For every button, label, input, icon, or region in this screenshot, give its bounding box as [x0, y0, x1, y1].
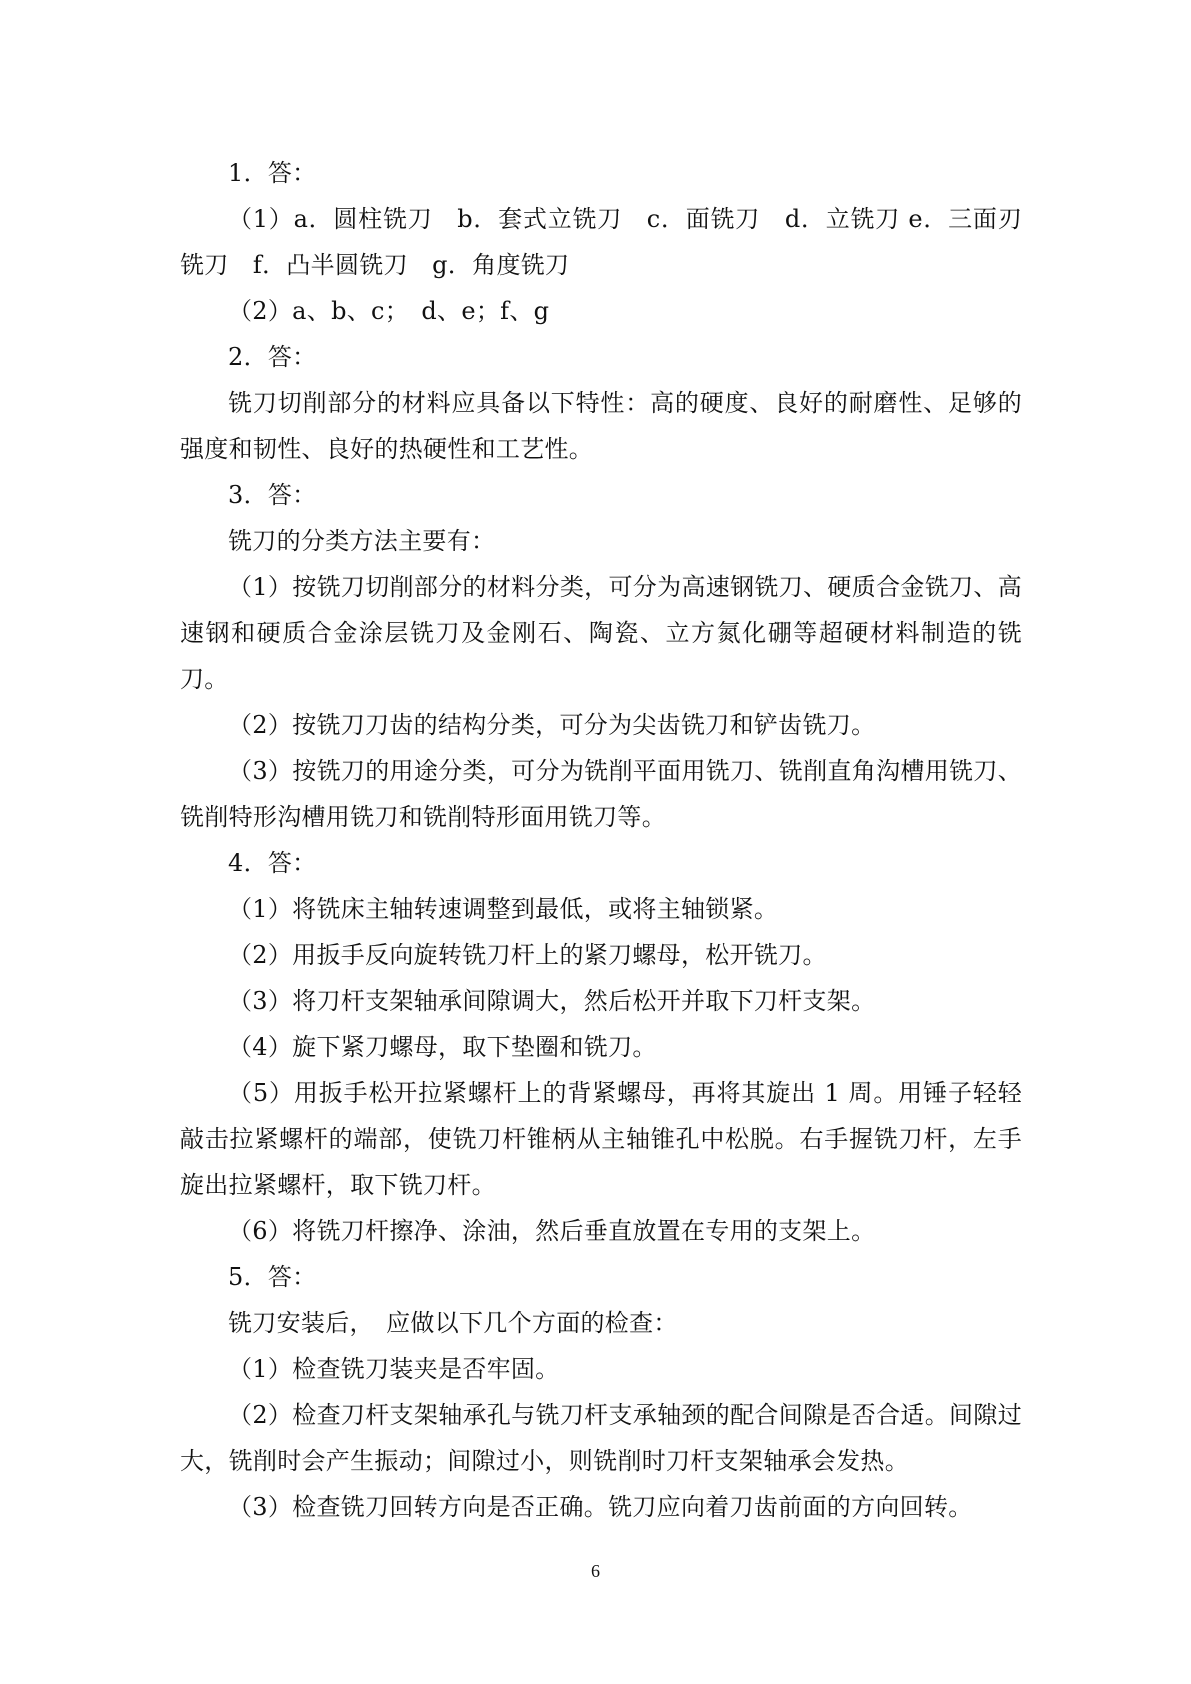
answer-5-check-1: （1）检查铣刀装夹是否牢固。: [228, 1355, 560, 1383]
answer-1-heading: 1．答：: [228, 159, 317, 187]
answer-5-check-3: （3）检查铣刀回转方向是否正确。铣刀应向着刀齿前面的方向回转。: [228, 1493, 973, 1521]
page-body: [180, 150, 1022, 1530]
answer-2-heading: 2．答：: [228, 343, 317, 371]
answer-3-heading: 3．答：: [228, 481, 317, 509]
page-number: 6: [591, 1561, 600, 1581]
answer-5-intro: 铣刀安装后， 应做以下几个方面的检查：: [228, 1309, 678, 1337]
answer-4-step-2: （2）用扳手反向旋转铣刀杆上的紧刀螺母，松开铣刀。: [228, 941, 827, 969]
answer-3-item-1: （1）按铣刀切削部分的材料分类，可分为高速钢铣刀、硬质合金铣刀、高速钢和硬质合金涂层铣刀及金刚石、陶瓷、立方氮化硼等超硬材料制造的铣刀。: [180, 573, 1022, 693]
answer-4-step-5: （5）用扳手松开拉紧螺杆上的背紧螺母，再将其旋出 1 周。用锤子轻轻敲击拉紧螺杆的端部，使铣刀杆锥柄从主轴锥孔中松脱。右手握铣刀杆，左手旋出拉紧螺杆，取下铣刀杆。: [180, 1079, 1022, 1199]
answer-4-step-6: （6）将铣刀杆擦净、涂油，然后垂直放置在专用的支架上。: [228, 1217, 876, 1245]
answer-1-item-1: （1）a．圆柱铣刀 b．套式立铣刀 c．面铣刀 d．立铣刀 e．三面刃铣刀 f．凸半圆铣刀 g．角度铣刀: [180, 205, 1022, 279]
answer-3-item-2: （2）按铣刀刀齿的结构分类，可分为尖齿铣刀和铲齿铣刀。: [228, 711, 876, 739]
answer-4-step-4: （4）旋下紧刀螺母，取下垫圈和铣刀。: [228, 1033, 657, 1061]
answer-3-intro: 铣刀的分类方法主要有：: [228, 527, 496, 555]
answer-1-item-2: （2）a、b、c； d、e；f、g: [228, 297, 550, 325]
answer-3-item-3: （3）按铣刀的用途分类，可分为铣削平面用铣刀、铣削直角沟槽用铣刀、铣削特形沟槽用铣刀和铣削特形面用铣刀等。: [180, 757, 1022, 831]
answer-4-heading: 4．答：: [228, 849, 317, 877]
answer-4-step-1: （1）将铣床主轴转速调整到最低，或将主轴锁紧。: [228, 895, 779, 923]
answer-2-text: 铣刀切削部分的材料应具备以下特性：高的硬度、良好的耐磨性、足够的强度和韧性、良好的热硬性和工艺性。: [180, 389, 1022, 463]
answer-5-heading: 5．答：: [228, 1263, 317, 1291]
answer-4-step-3: （3）将刀杆支架轴承间隙调大，然后松开并取下刀杆支架。: [228, 987, 876, 1015]
answer-5-check-2: （2）检查刀杆支架轴承孔与铣刀杆支承轴颈的配合间隙是否合适。间隙过大，铣削时会产生振动；间隙过小，则铣削时刀杆支架轴承会发热。: [180, 1401, 1022, 1475]
